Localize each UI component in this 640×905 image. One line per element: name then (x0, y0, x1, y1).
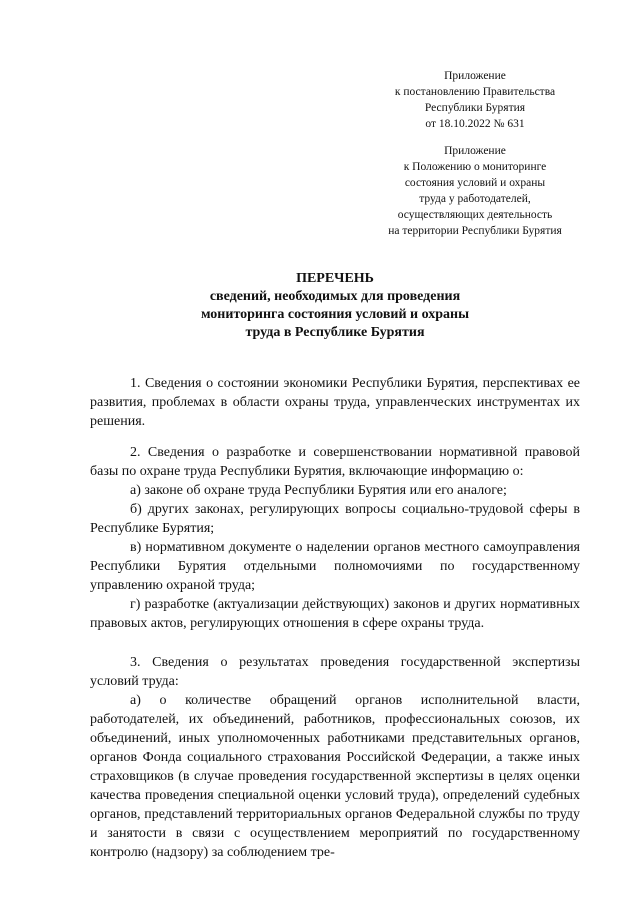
annex-header-line: состояния условий и охраны (404, 177, 546, 189)
title-line: ПЕРЕЧЕНЬ (296, 271, 374, 286)
annex-header-resolution (350, 68, 600, 132)
annex-header-line: осуществляющих деятельность (397, 209, 553, 221)
annex-header-line: от 18.10.2022 № 631 (425, 118, 525, 130)
section-1 (90, 374, 580, 431)
title-line: мониторинга состояния условий и охраны (200, 307, 470, 322)
annex-header-line: на территории Республики Бурятия (388, 225, 562, 237)
paragraph: б) других законах, регулирующих вопросы социально-трудовой сферы в Республике Бурятия; (90, 502, 580, 536)
paragraph: 1. Сведения о состоянии экономики Республики Бурятия, перспективах ее развития, проблемах в области охраны труда, управленческих инструментах их решения. (90, 376, 580, 429)
annex-header-regulation (350, 143, 600, 239)
paragraph: а) о количестве обращений органов исполнительной власти, работодателей, их объединений, работников, профессиональных союзов, их объединений, иных уполномоченных работниками представительных органов, органов Фонда социального страхования Российской Федерации, а также иных страховщиков (в случае проведения государственной экспертизы в целях оценки качества проведения специальной оценки условий труда), определений судебных органов, представлений территориальных органов Федеральной службы по труду и занятости в связи с осуществлением мероприятий по государственному контролю (надзору) за соблюдением тре- (90, 693, 580, 860)
paragraph: 3. Сведения о результатах проведения государственной экспертизы условий труда: (90, 655, 580, 689)
section-3 (90, 653, 580, 862)
annex-header-line: к Положению о мониторинге (403, 161, 547, 173)
paragraph: а) законе об охране труда Республики Бурятия или его аналоге; (130, 483, 507, 498)
section-2 (90, 443, 580, 633)
annex-header-line: Приложение (444, 70, 506, 82)
annex-header-line: Республики Бурятия (424, 102, 526, 114)
paragraph: 2. Сведения о разработке и совершенствовании нормативной правовой базы по охране труда Республики Бурятия, включающие информацию о: (90, 445, 580, 479)
paragraph: в) нормативном документе о наделении органов местного самоуправления Республики Бурятия отдельными полномочиями по государственному управлению охраной труда; (90, 540, 580, 593)
annex-header-line: Приложение (444, 145, 506, 157)
annex-header-line: труда у работодателей, (419, 193, 531, 205)
title-line: труда в Республике Бурятия (245, 325, 425, 340)
title-line: сведений, необходимых для проведения (209, 289, 461, 304)
paragraph: г) разработке (актуализации действующих) законов и других нормативных правовых актов, регулирующих отношения в сфере охраны труда. (90, 597, 580, 631)
document-title (100, 270, 570, 342)
annex-header-line: к постановлению Правительства (394, 86, 556, 98)
